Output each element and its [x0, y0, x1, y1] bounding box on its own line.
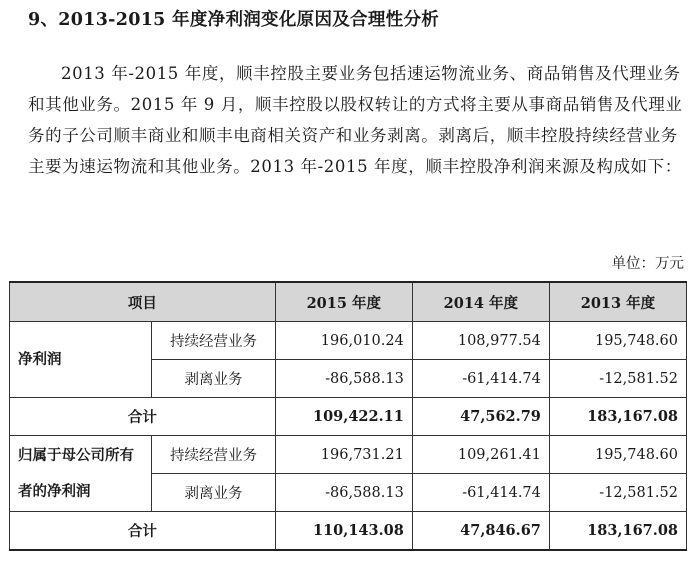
total-value: 183,167.08 — [549, 512, 686, 551]
cell-value: 195,748.60 — [549, 436, 686, 474]
cell-value: -61,414.74 — [412, 360, 549, 398]
cell-value: -86,588.13 — [275, 360, 412, 398]
total-value: 109,422.11 — [275, 398, 412, 436]
table-header-row — [10, 282, 687, 322]
header-item: 项目 — [10, 282, 276, 322]
total-label: 合计 — [10, 512, 276, 551]
header-2013: 2013 年度 — [549, 282, 686, 322]
group-label-net-profit: 净利润 — [10, 322, 152, 398]
total-row — [10, 398, 687, 436]
row-label: 剥离业务 — [152, 360, 275, 398]
cell-value: -86,588.13 — [275, 474, 412, 512]
header-2015: 2015 年度 — [275, 282, 412, 322]
cell-value: 109,261.41 — [412, 436, 549, 474]
cell-value: 196,010.24 — [275, 322, 412, 360]
row-label: 持续经营业务 — [152, 436, 275, 474]
total-label: 合计 — [10, 398, 276, 436]
net-profit-table — [9, 281, 687, 551]
total-row — [10, 512, 687, 551]
row-label: 持续经营业务 — [152, 322, 275, 360]
unit-label: 单位：万元 — [611, 256, 684, 272]
row-label: 剥离业务 — [152, 474, 275, 512]
cell-value: -61,414.74 — [412, 474, 549, 512]
total-value: 47,846.67 — [412, 512, 549, 551]
table-row — [10, 322, 687, 360]
header-2014: 2014 年度 — [412, 282, 549, 322]
total-value: 47,562.79 — [412, 398, 549, 436]
cell-value: 195,748.60 — [549, 322, 686, 360]
section-heading: 9、2013-2015 年度净利润变化原因及合理性分析 — [28, 10, 440, 30]
paragraph-text: 2013 年-2015 年度，顺丰控股主要业务包括速运物流业务、商品销售及代理业务和其他业务。2015 年 9 月，顺丰控股以股权转让的方式将主要从事商品销售及代理业务的子公司顺丰商业和顺丰电商相关资产和业务剥离。剥离后，顺丰控股持续经营业务主要为速运物流和其他业务。2013 年-2015 年度，顺丰控股净利润来源及构成如下： — [28, 64, 683, 176]
total-value: 183,167.08 — [549, 398, 686, 436]
body-paragraph — [28, 58, 684, 182]
cell-value: -12,581.52 — [549, 360, 686, 398]
cell-value: 196,731.21 — [275, 436, 412, 474]
total-value: 110,143.08 — [275, 512, 412, 551]
cell-value: -12,581.52 — [549, 474, 686, 512]
group-label-parent-net-profit: 归属于母公司所有者的净利润 — [10, 436, 152, 512]
cell-value: 108,977.54 — [412, 322, 549, 360]
table-row — [10, 436, 687, 474]
